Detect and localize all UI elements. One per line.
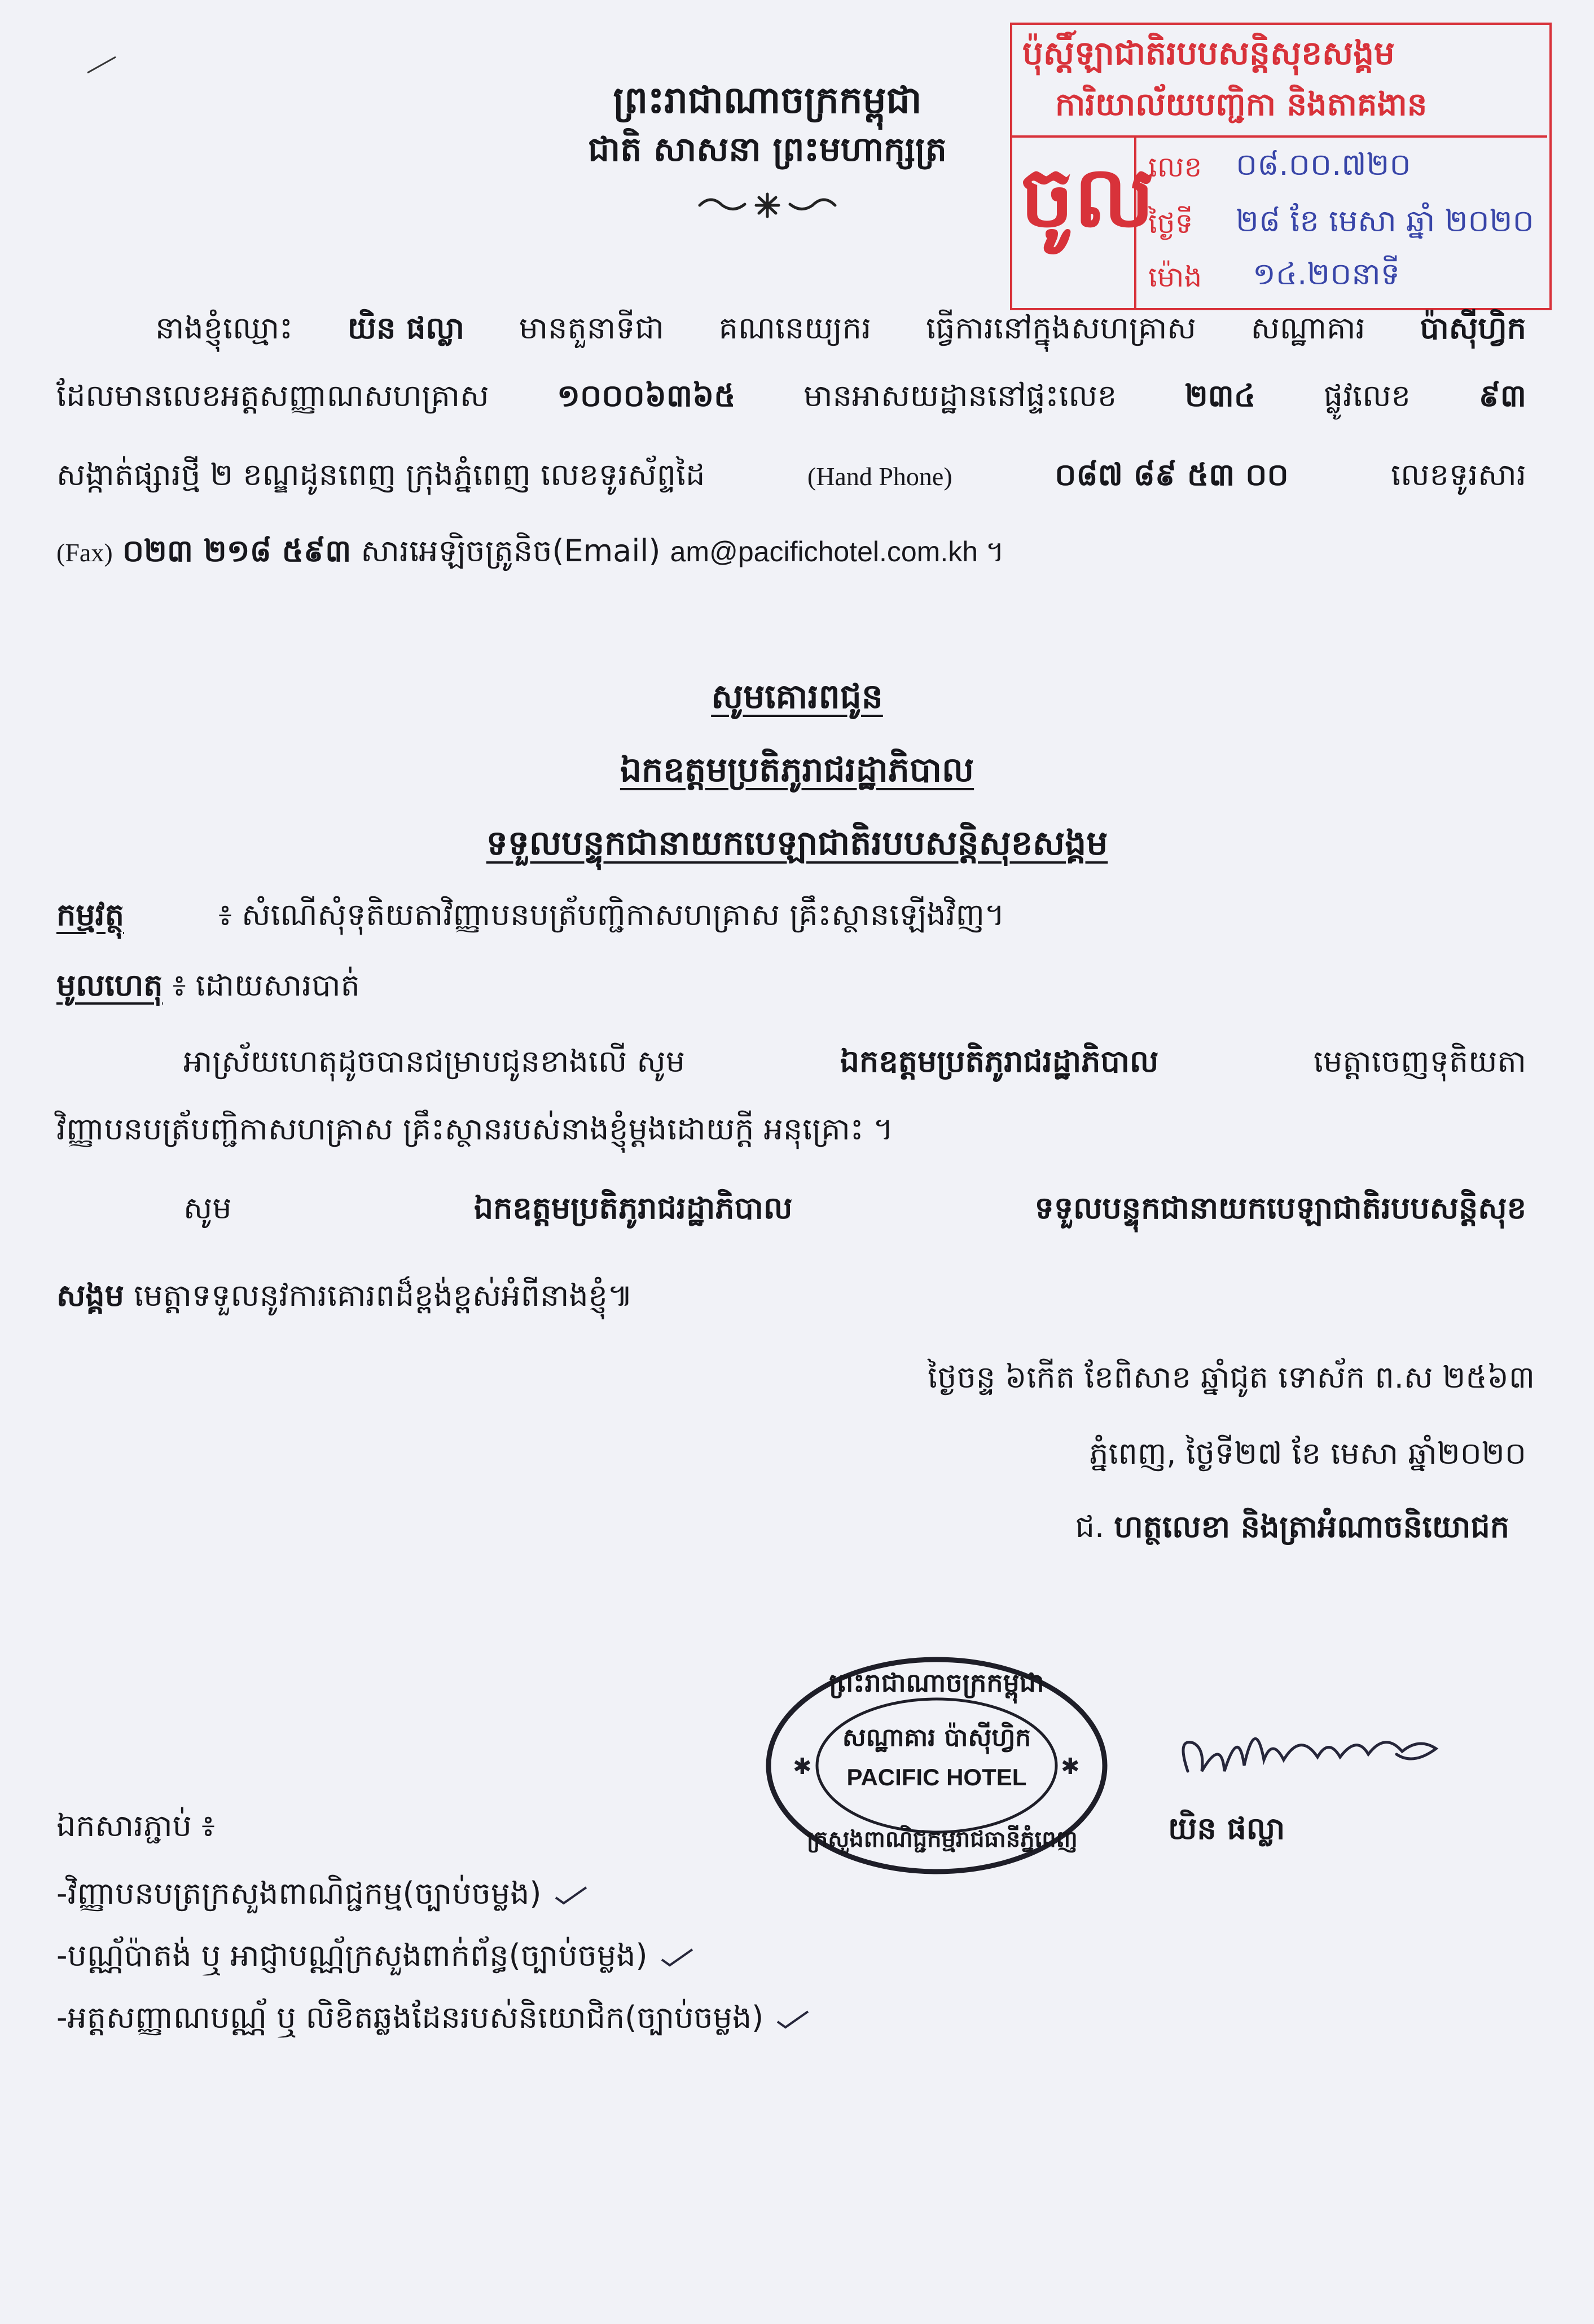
- body-recipient-role: ទទួលបន្ទុកជានាយកបេឡាជាតិរបបសន្តិសុខ: [1034, 1190, 1526, 1226]
- reason-line: [56, 967, 360, 1003]
- body-recipient: ឯកឧត្តមប្រតិភូរាជរដ្ឋាភិបាល: [473, 1190, 793, 1226]
- body-text: អាស្រ័យហេតុដូចបានជម្រាបជូនខាងលើ សូម: [183, 1044, 686, 1079]
- national-motto: ជាតិ សាសនា ព្រះមហាក្សត្រ: [588, 130, 947, 169]
- kingdom-title: ព្រះរាជាណាចក្រកម្ពុជា: [613, 78, 922, 122]
- employer-role-prefix: ជ.: [1075, 1509, 1105, 1544]
- phone-number: ០៨៧ ៨៩ ៥៣ ០០: [1055, 457, 1289, 492]
- subject-label: កម្មវត្ថុ: [56, 897, 124, 932]
- stamp-date-value: ២៨ ខែ មេសា ឆ្នាំ ២០២០: [1236, 203, 1534, 239]
- seal-bottom-text: ក្រសួងពាណិជ្ជកម្មរាជធានីភ្នំពេញ: [807, 1826, 1078, 1852]
- attachment-item-3: [56, 2002, 813, 2033]
- body-p1-line2: វិញ្ញាបនបត្រ័បញ្ជិកាសហគ្រាស គ្រឹះស្ថានរបស់នាងខ្ញុំម្តងដោយក្តី អនុគ្រោះ ។: [56, 1111, 894, 1147]
- reason-label: មូលហេតុ: [56, 967, 163, 1003]
- reason-text: ៖ ដោយសារបាត់: [172, 967, 360, 1003]
- stamp-time-value: ១៤.២០នាទី: [1253, 256, 1400, 292]
- body-text: មេត្តាចេញទុតិយតា: [1313, 1044, 1526, 1079]
- recipient-role: ទទួលបន្ទុកជានាយកបេឡាជាតិរបបសន្តិសុខសង្គម: [486, 824, 1108, 863]
- stamp-line-2: ការិយាល័យបញ្ជិកា និងតាគងាន: [1055, 86, 1428, 123]
- intro-line-1: [155, 310, 1526, 346]
- house-number: ២៣៤: [1184, 378, 1256, 413]
- body-recipient: ឯកឧត្តមប្រតិភូរាជរដ្ឋាភិបាល: [840, 1044, 1159, 1079]
- checkmark-icon: [657, 1946, 697, 1969]
- intro-text: ដែលមានលេខអត្តសញ្ញាណសហគ្រាស: [56, 378, 489, 413]
- seal-name-kh: សណ្ឋាគារ ប៉ាស៊ីហ្វិក: [842, 1723, 1031, 1752]
- enterprise-id: ១០០០៦៣៦៥: [557, 378, 736, 413]
- intro-text: នាងខ្ញុំឈ្មោះ: [155, 310, 293, 346]
- intro-text: ផ្លូវលេខ: [1323, 378, 1411, 413]
- ornament-divider: [694, 186, 841, 220]
- email-address: am@pacifichotel.com.kh ។: [670, 536, 1004, 567]
- employer-role: [1075, 1509, 1509, 1544]
- intro-line-2: [56, 378, 1526, 413]
- email-label: សារអេឡិចត្រូនិច(Email): [361, 533, 661, 569]
- intro-text: សណ្ឋាគារ: [1250, 310, 1365, 346]
- recipient-salutation: សូមគោរពជូន: [711, 677, 883, 716]
- stamp-received: ចូល: [1020, 148, 1155, 247]
- intro-text: មានតួនាទីជា: [519, 310, 664, 346]
- company-name: ប៉ាស៊ីហ្វិក: [1420, 310, 1526, 346]
- attachment-item-1: [56, 1878, 591, 1909]
- registration-stamp: [1010, 23, 1552, 310]
- body-p2-line1: [183, 1190, 1526, 1226]
- stamp-number-label: លេខ: [1148, 151, 1202, 183]
- intro-text: លេខទូរសារ: [1391, 457, 1526, 492]
- attachment-text: -វិញ្ញាបនបត្រក្រសួងពាណិជ្ជកម្ម(ច្បាប់ចម្លង): [56, 1876, 542, 1911]
- body-p1-line1: [183, 1046, 1526, 1077]
- seal-name-en: PACIFIC HOTEL: [846, 1764, 1027, 1790]
- street-number: ៩៣: [1478, 378, 1526, 413]
- intro-text: សង្កាត់ផ្សារថ្មី ២ ខណ្ឌដូនពេញ ក្រុងភ្នំពេញ លេខទូរស័ព្ទដៃ: [56, 457, 705, 492]
- signature-scribble: [1171, 1704, 1464, 1805]
- subject-line: [56, 897, 1005, 932]
- attachment-item-2: [56, 1940, 697, 1971]
- body-recipient-role-end: សង្គម: [56, 1278, 124, 1313]
- recipient-title: ឯកឧត្តមប្រតិភូរាជរដ្ឋាភិបាល: [620, 750, 974, 790]
- solar-date: ភ្នំពេញ, ថ្ងៃទី២៧ ខែ មេសា ឆ្នាំ២០២០: [1089, 1436, 1526, 1471]
- stamp-date-label: ថ្ងៃទី: [1148, 207, 1193, 240]
- intro-text: គណនេយ្យករ: [718, 310, 872, 346]
- subject-text: ៖ សំណើសុំទុតិយតាវិញ្ញាបនបត្រ័បញ្ជិកាសហគ្រាស គ្រឹះស្ថានឡើងវិញ។: [218, 897, 1005, 932]
- employee-name: យិន ផល្លា: [347, 310, 465, 346]
- attachments-title: ឯកសារភ្ជាប់ ៖: [56, 1808, 215, 1843]
- attachment-text: -អត្តសញ្ញាណបណ្ណ័ ឬ លិខិតឆ្លងដែនរបស់និយោជិក(ច្បាប់ចម្លង): [56, 2000, 764, 2035]
- intro-line-3: [56, 457, 1526, 492]
- stamp-time-label: ម៉ោង: [1148, 261, 1202, 293]
- body-p2-line2: [56, 1280, 633, 1311]
- attachment-text: -បណ្ណ័ប៉ាតង់ ឬ អាជ្ញាបណ្ណ័ក្រសួងពាក់ព័ន្ធ(ច្បាប់ចម្លង): [56, 1938, 648, 1973]
- stamp-number-value: ០៨.០០.៧២០: [1236, 147, 1411, 182]
- company-seal: [765, 1656, 1109, 1876]
- intro-text: មានអាសយដ្ឋាននៅផ្ទះលេខ: [803, 378, 1117, 413]
- intro-text: ធ្វើការនៅក្នុងសហគ្រាស: [925, 310, 1196, 346]
- body-text: សូម: [183, 1190, 232, 1226]
- stamp-line-1: ប៉ុស្តិ៍ឡាជាតិរបបសន្តិសុខសង្គម: [1022, 34, 1395, 72]
- fax-number: ០២៣ ២១៨ ៥៩៣: [122, 533, 352, 569]
- body-text: មេត្តាទទួលនូវការគោរពដ៏ខ្ពង់ខ្ពស់អំពីនាងខ្ញុំ៕: [134, 1278, 633, 1313]
- intro-line-4: [56, 533, 1004, 569]
- signatory-name: យិន ផល្លា: [1168, 1811, 1285, 1846]
- svg-text:✱: ✱: [1061, 1754, 1080, 1780]
- employer-role-text: ហត្ថលេខា និងត្រាអំណាចនិយោជក: [1114, 1509, 1509, 1544]
- svg-text:✱: ✱: [793, 1754, 812, 1780]
- hand-phone-label: (Hand Phone): [807, 462, 952, 491]
- fax-label: (Fax): [56, 538, 113, 567]
- checkmark-icon: [551, 1884, 591, 1907]
- seal-top-text: ព្រះរាជាណាចក្រកម្ពុជា: [829, 1667, 1044, 1698]
- checkmark-icon: [773, 2008, 813, 2031]
- pen-mark: [85, 54, 118, 76]
- lunar-date: ថ្ងៃចន្ទ ៦កើត ខែពិសាខ ឆ្នាំជូត ទោស័ក ព.ស ២៥៦៣: [928, 1359, 1535, 1395]
